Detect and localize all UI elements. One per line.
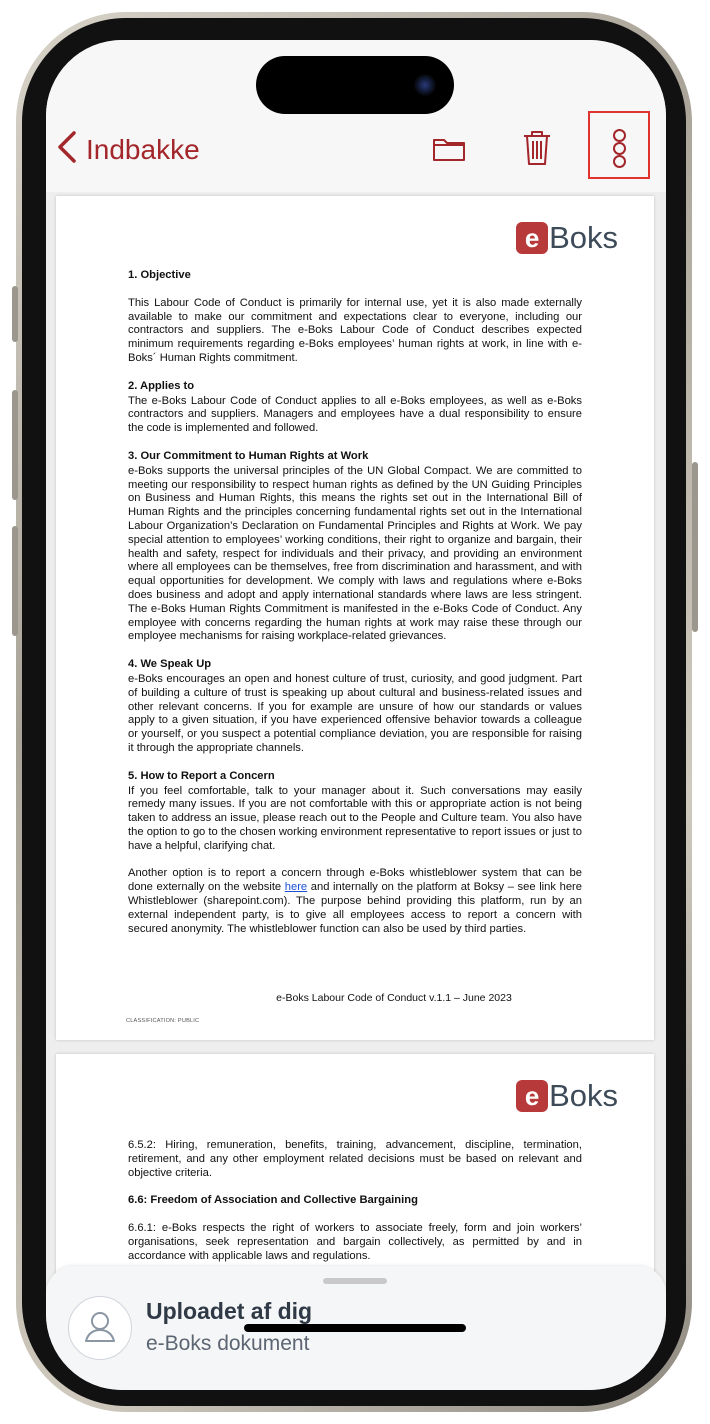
document-type: e-Boks dokument <box>146 1332 310 1355</box>
document-body <box>128 1139 582 1278</box>
eboks-logo-mark: e <box>516 1080 548 1112</box>
section-text: e-Boks encourages an open and honest culture of trust, curiosity, and good judgment. Part of building a culture of trust is speaking up about cultural and business-related issues and other relevant concerns. If you for example are unsure of how our standards or values apply to a given situation, if you have experienced offensive behavior towards a colleague or yourself, or you suspect a potential compliance deviation, you are responsible for raising it through the appropriate channels. <box>128 672 582 754</box>
camera-icon <box>414 74 436 96</box>
document-body <box>128 269 582 950</box>
eboks-logo-text: Boks <box>549 220 618 255</box>
section-heading: 1. Objective <box>128 269 191 281</box>
back-button[interactable] <box>56 130 200 170</box>
page-footer: e-Boks Labour Code of Conduct v.1.1 – June 2023 <box>276 992 512 1004</box>
text-fragment: Another option is to report a concern through e-Boks whistleblower system that can be done externally on the website <box>128 867 582 894</box>
more-vertical-icon-dot <box>613 142 626 155</box>
section-text: 6.5.2: Hiring, remuneration, benefits, training, advancement, discipline, termination, retirement, and any other employment related decisions must be based on relevant and objective criteria. <box>128 1139 582 1179</box>
section-text <box>128 867 582 936</box>
classification-label: CLASSIFICATION: PUBLIC <box>126 1018 200 1024</box>
text-fragment: and internally on the platform at Boksy – see link here Whistleblower (sharepoint.com). The purpose behind providing this platform, run by an external independent party, is to give all employees access to report a concern with secured anonymity. The whistleblower function can also be used by third parties. <box>128 881 582 935</box>
home-indicator[interactable] <box>244 1324 466 1332</box>
section-heading: 4. We Speak Up <box>128 658 212 671</box>
screen <box>46 40 666 1390</box>
action-button <box>12 286 18 342</box>
section-text: 6.6.1: e-Boks respects the right of workers to associate freely, form and join workers’ organisations, seek representation and bargain collectively, as permitted by and in accordance with applicable laws and regulations. <box>128 1222 582 1262</box>
section-heading: 2. Applies to <box>128 379 195 392</box>
eboks-logo <box>516 1078 618 1114</box>
volume-up-button <box>12 390 18 500</box>
back-button-label: Indbakke <box>86 134 200 165</box>
document-page-1 <box>56 196 654 1040</box>
volume-down-button <box>12 526 18 636</box>
sender-title: Uploadet af dig <box>146 1298 313 1324</box>
person-icon <box>69 1297 131 1359</box>
eboks-logo-mark: e <box>516 222 548 254</box>
trash-icon[interactable] <box>520 128 554 168</box>
avatar <box>68 1296 132 1360</box>
section-heading: 3. Our Commitment to Human Rights at Work <box>128 449 369 462</box>
section-text: This Labour Code of Conduct is primarily for internal use, yet it is also made externally available to make our commitment and expectations clear to everyone, including our contractors and suppliers. The e-Boks Labour Code of Conduct describes expected minimum requirements regarding e-Boks employees’ human rights at work, in line with e-Boks´ Human Rights commitment. <box>128 296 582 364</box>
more-vertical-icon-dot <box>613 155 626 168</box>
dynamic-island <box>256 56 454 114</box>
chevron-left-icon <box>56 130 78 170</box>
power-button <box>692 462 698 632</box>
folder-icon[interactable] <box>432 132 466 166</box>
more-menu-button[interactable] <box>588 111 650 179</box>
section-heading: 5. How to Report a Concern <box>128 769 275 782</box>
sheet-grabber[interactable] <box>323 1278 387 1284</box>
whistleblower-link[interactable]: here <box>284 881 308 894</box>
section-text: If you feel comfortable, talk to your manager about it. Such conversations may easily remedy many issues. If you are not comfortable with this or appropriate action is not being taken to address an issue, please reach out to the People and Culture team. You also have the option to go to the chosen working environment representative to report issues or just to have a helpful, clarifying chat. <box>128 784 582 852</box>
more-vertical-icon <box>613 129 626 142</box>
section-text: e-Boks supports the universal principles of the UN Global Compact. We are committed to meeting our responsibility to respect human rights as defined by the UN Guiding Principles on Business and Human Rights, this means the rights set out in the International Bill of Human Rights and the principles concerning fundamental rights set out in the International Labour Organization’s Declaration on Fundamental Principles and Rights at Work. We pay special attention to employees’ working conditions, their right to organize and bargain, their health and safety, respect for individuals and their privacy, and providing an environment where all employees can be themselves, free from discrimination and harassment, and with equal opportunities for development. We comply with laws and regulations where e-Boks does business and adopt and apply international standards where laws are less stringent. The e-Boks Human Rights Commitment is manifested in the e-Boks Code of Conduct. Any employee with concerns regarding the human rights at work may raise these through our employee mechanisms for raising workplace-related grievances. <box>128 464 582 643</box>
section-heading: 6.6: Freedom of Association and Collective Bargaining <box>128 1194 418 1207</box>
section-text: The e-Boks Labour Code of Conduct applies to all e-Boks employees, as well as e-Boks contractors and suppliers. Managers and employees have a dual responsibility to ensure the code is implemented and followed. <box>128 394 582 435</box>
eboks-logo-text: Boks <box>549 1078 618 1113</box>
eboks-logo <box>516 220 618 256</box>
